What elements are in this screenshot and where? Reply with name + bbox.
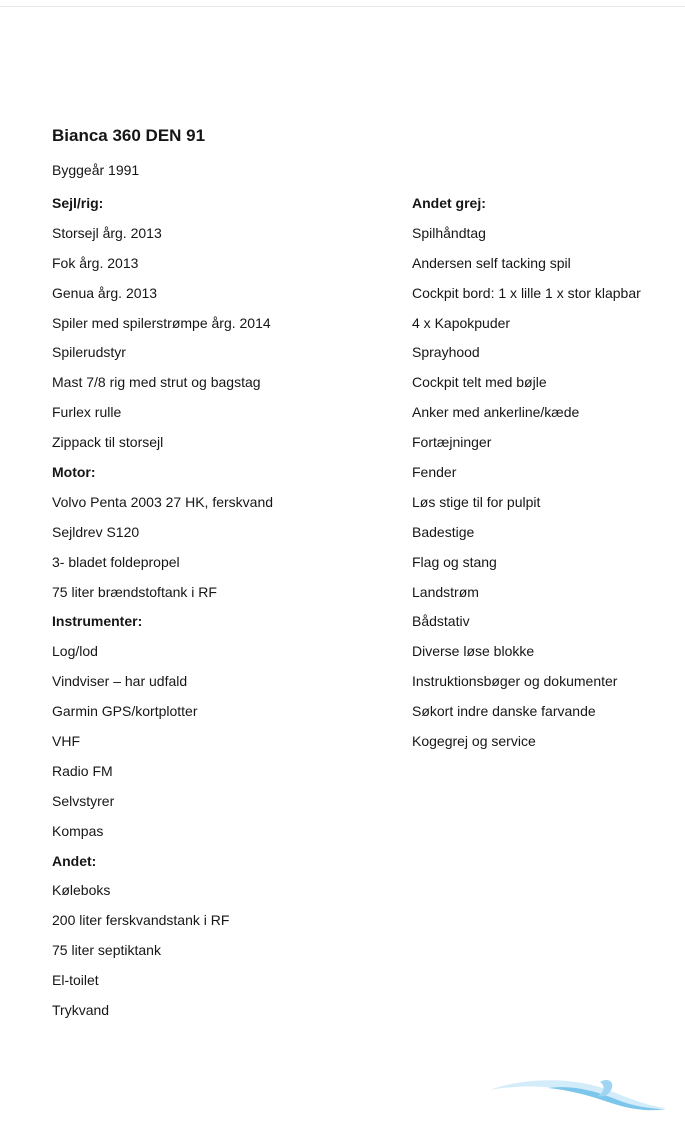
list-item: Sejldrev S120	[52, 523, 140, 540]
list-item: Kompas	[52, 822, 104, 839]
list-item: Fender	[412, 464, 457, 481]
list-item: Mast 7/8 rig med strut og bagstag	[52, 374, 261, 391]
top-divider	[0, 6, 685, 7]
equipment-list-right	[412, 193, 682, 761]
list-item: VHF	[52, 733, 80, 750]
list-item: Søkort indre danske farvande	[412, 703, 596, 720]
list-item: Bådstativ	[412, 613, 470, 630]
list-item: 75 liter brændstoftank i RF	[52, 583, 217, 600]
list-item: Selvstyrer	[52, 792, 115, 809]
list-item: Fortæjninger	[412, 434, 492, 451]
list-item: Løs stige til for pulpit	[412, 493, 541, 510]
list-item: Flag og stang	[412, 553, 497, 570]
list-item: Garmin GPS/kortplotter	[52, 703, 198, 720]
list-item: Sprayhood	[412, 344, 480, 361]
list-item: Storsejl årg. 2013	[52, 224, 162, 241]
list-item: Fok årg. 2013	[52, 254, 139, 271]
list-item: 200 liter ferskvandstank i RF	[52, 912, 230, 929]
list-item: Spilhåndtag	[412, 224, 486, 241]
list-item: Genua årg. 2013	[52, 284, 158, 301]
list-item: Diverse løse blokke	[412, 643, 535, 660]
section-heading: Motor:	[52, 464, 96, 481]
list-item: Anker med ankerline/kæde	[412, 404, 580, 421]
section-heading: Andet:	[52, 852, 97, 869]
wave-shape-light	[490, 1080, 666, 1108]
list-item: Landstrøm	[412, 583, 479, 600]
list-item: Instruktionsbøger og dokumenter	[412, 673, 618, 690]
list-item: Køleboks	[52, 882, 111, 899]
list-item: Badestige	[412, 523, 475, 540]
list-item: Trykvand	[52, 1002, 110, 1019]
equipment-list-left	[52, 193, 392, 1030]
list-item: Zippack til storsejl	[52, 434, 164, 451]
section-heading: Instrumenter:	[52, 613, 143, 630]
list-item: Cockpit telt med bøjle	[412, 374, 547, 391]
list-item: Radio FM	[52, 762, 113, 779]
page-title: Bianca 360 DEN 91	[52, 126, 206, 145]
list-item: 75 liter septiktank	[52, 942, 161, 959]
list-item: El-toilet	[52, 972, 99, 989]
section-heading: Sejl/rig:	[52, 195, 104, 211]
section-heading: Andet grej:	[412, 195, 486, 211]
list-item: 4 x Kapokpuder	[412, 314, 511, 331]
list-item: Cockpit bord: 1 x lille 1 x stor klapbar	[412, 284, 641, 301]
list-item: Spilerudstyr	[52, 344, 126, 361]
list-item: Vindviser – har udfald	[52, 673, 188, 690]
list-item: Furlex rulle	[52, 404, 122, 421]
list-item: Andersen self tacking spil	[412, 254, 571, 271]
list-item: Log/lod	[52, 643, 98, 660]
list-item: 3- bladet foldepropel	[52, 553, 180, 570]
watermark-wave-logo	[488, 1076, 668, 1116]
list-item: Kogegrej og service	[412, 733, 536, 750]
list-item: Spiler med spilerstrømpe årg. 2014	[52, 314, 271, 331]
build-year: Byggeår 1991	[52, 162, 140, 178]
list-item: Volvo Penta 2003 27 HK, ferskvand	[52, 493, 274, 510]
